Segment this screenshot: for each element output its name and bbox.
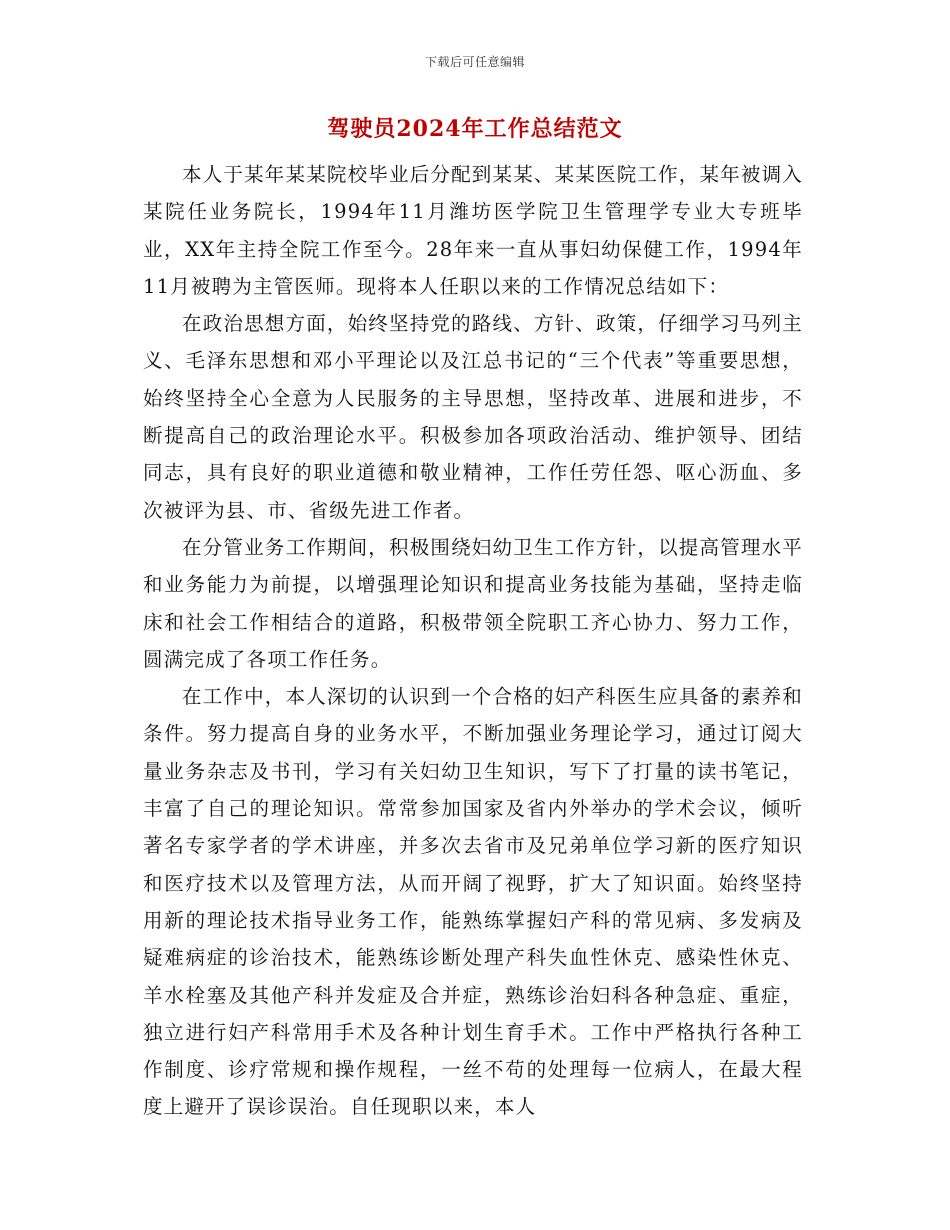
header-note: 下载后可任意编辑 — [424, 55, 525, 69]
paragraph: 在政治思想方面，始终坚持党的路线、方针、政策，仔细学习马列主义、毛泽东思想和邓小平理论以及江总书记的“三个代表”等重要思想，始终坚持全心全意为人民服务的主导思想，坚持改革、进展和进步，不断提高自己的政治理论水平。积极参加各项政治活动、维护领导、团结同志，具有良好的职业道德和敬业精神，工作任劳任怨、呕心沥血、多次被评为县、市、省级先进工作者。 — [143, 312, 804, 522]
document-title: 驾驶员2024年工作总结范文 — [327, 116, 623, 142]
paragraph: 本人于某年某某院校毕业后分配到某某、某某医院工作，某年被调入某院任业务院长，1994年11月潍坊医学院卫生管理学专业大专班毕业，XX年主持全院工作至今。28年来一直从事妇幼保健工作，1994年11月被聘为主管医师。现将本人任职以来的工作情况总结如下： — [143, 163, 804, 298]
paragraph: 在工作中，本人深切的认识到一个合格的妇产科医生应具备的素养和条件。努力提高自身的业务水平，不断加强业务理论学习，通过订阅大量业务杂志及书刊，学习有关妇幼卫生知识，写下了打量的读书笔记，丰富了自己的理论知识。常常参加国家及省内外举办的学术会议，倾听著名专家学者的学术讲座，并多次去省市及兄弟单位学习新的医疗知识和医疗技术以及管理方法，从而开阔了视野，扩大了知识面。始终坚持用新的理论技术指导业务工作，能熟练掌握妇产科的常见病、多发病及疑难病症的诊治技术，能熟练诊断处理产科失血性休克、感染性休克、羊水栓塞及其他产科并发症及合并症，熟练诊治妇科各种急症、重症，独立进行妇产科常用手术及各种计划生育手术。工作中严格执行各种工作制度、诊疗常规和操作规程，一丝不苟的处理每一位病人，在最大程度上避开了误诊误治。自任现职以来，本人 — [143, 685, 804, 1119]
document-body — [143, 156, 803, 1126]
paragraph: 在分管业务工作期间，积极围绕妇幼卫生工作方针，以提高管理水平和业务能力为前提，以增强理论知识和提高业务技能为基础，坚持走临床和社会工作相结合的道路，积极带领全院职工齐心协力、努力工作，圆满完成了各项工作任务。 — [143, 535, 804, 671]
